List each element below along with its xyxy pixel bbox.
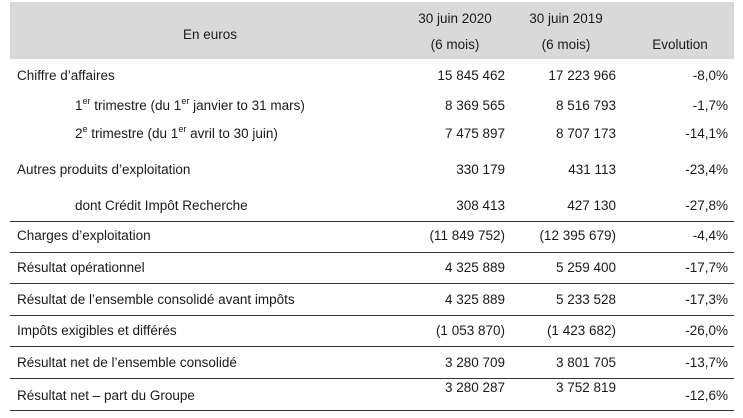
cell-2020: 7 475 897	[444, 126, 505, 141]
cell-2020: 4 325 889	[444, 260, 505, 275]
row-label: Résultat net – part du Groupe	[17, 388, 195, 403]
q1-number: 1	[75, 98, 83, 113]
cell-2020: 308 413	[456, 198, 505, 213]
row-divider	[10, 378, 734, 379]
header-col-2020-period: (6 mois)	[430, 37, 480, 52]
header-col-2019: 30 juin 2019	[529, 11, 603, 26]
cell-2020: 3 280 709	[444, 355, 505, 370]
row-label-q2	[75, 123, 278, 142]
cell-evolution: -17,3%	[685, 292, 728, 307]
q2-ordinal: e	[82, 123, 88, 134]
q1-ordinal: er	[82, 95, 91, 106]
q1-day-ordinal: er	[181, 95, 190, 106]
cell-2019: 3 801 705	[555, 355, 616, 370]
row-divider	[10, 252, 734, 253]
cell-evolution: -1,7%	[692, 98, 728, 113]
cell-evolution: -17,7%	[685, 260, 728, 275]
cell-evolution: -12,6%	[685, 388, 728, 403]
row-label: Charges d’exploitation	[17, 228, 151, 243]
cell-evolution: -26,0%	[685, 323, 728, 338]
row-label: Impôts exigibles et différés	[17, 323, 177, 338]
row-divider	[10, 221, 734, 222]
header-col-2019-period: (6 mois)	[541, 37, 591, 52]
row-divider	[10, 346, 734, 347]
cell-2020: 3 280 287	[444, 380, 505, 395]
cell-evolution: -8,0%	[692, 68, 728, 83]
cell-2020: 4 325 889	[444, 292, 505, 307]
cell-2019: 427 130	[567, 198, 616, 213]
cell-2019: 5 259 400	[555, 260, 616, 275]
cell-2020: (11 849 752)	[429, 228, 505, 243]
cell-evolution: -4,4%	[692, 228, 728, 243]
row-label: Résultat opérationnel	[17, 260, 145, 275]
cell-2019: (12 395 679)	[539, 228, 616, 243]
q2-text-end: avril to 30 juin)	[186, 126, 278, 141]
cell-evolution: -23,4%	[685, 162, 728, 177]
cell-2019: 5 233 528	[555, 292, 616, 307]
cell-2019: 431 113	[568, 162, 616, 177]
cell-2020: 15 845 462	[437, 68, 505, 83]
q2-number: 2	[75, 126, 83, 141]
table-bottom-border	[10, 410, 734, 411]
row-divider	[10, 315, 734, 316]
row-label-sub: dont Crédit Impôt Recherche	[75, 198, 248, 213]
header-label: En euros	[182, 27, 238, 42]
cell-2020: 8 369 565	[444, 98, 505, 113]
cell-2019: 17 223 966	[548, 68, 616, 83]
cell-evolution: -13,7%	[685, 355, 728, 370]
row-label: Autres produits d’exploitation	[17, 162, 191, 177]
q1-text-end: janvier to 31 mars)	[189, 98, 305, 113]
q2-day-ordinal: er	[178, 123, 187, 134]
cell-evolution: -27,8%	[685, 198, 728, 213]
row-label: Résultat de l’ensemble consolidé avant impôts	[17, 292, 295, 307]
row-label-q1	[75, 95, 305, 114]
cell-2019: 3 752 819	[555, 380, 616, 395]
cell-2020: (1 053 870)	[435, 323, 505, 338]
cell-2019: 8 516 793	[555, 98, 616, 113]
q1-text: trimestre (du 1	[90, 98, 182, 113]
row-label: Chiffre d’affaires	[17, 68, 115, 83]
cell-evolution: -14,1%	[685, 126, 728, 141]
header-col-evolution: Evolution	[652, 37, 708, 52]
row-divider	[10, 283, 734, 284]
cell-2019: (1 423 682)	[546, 323, 616, 338]
cell-2019: 8 707 173	[555, 126, 616, 141]
header-col-2020: 30 juin 2020	[418, 11, 492, 26]
row-label: Résultat net de l’ensemble consolidé	[17, 355, 237, 370]
cell-2020: 330 179	[456, 162, 505, 177]
q2-text: trimestre (du 1	[87, 126, 179, 141]
